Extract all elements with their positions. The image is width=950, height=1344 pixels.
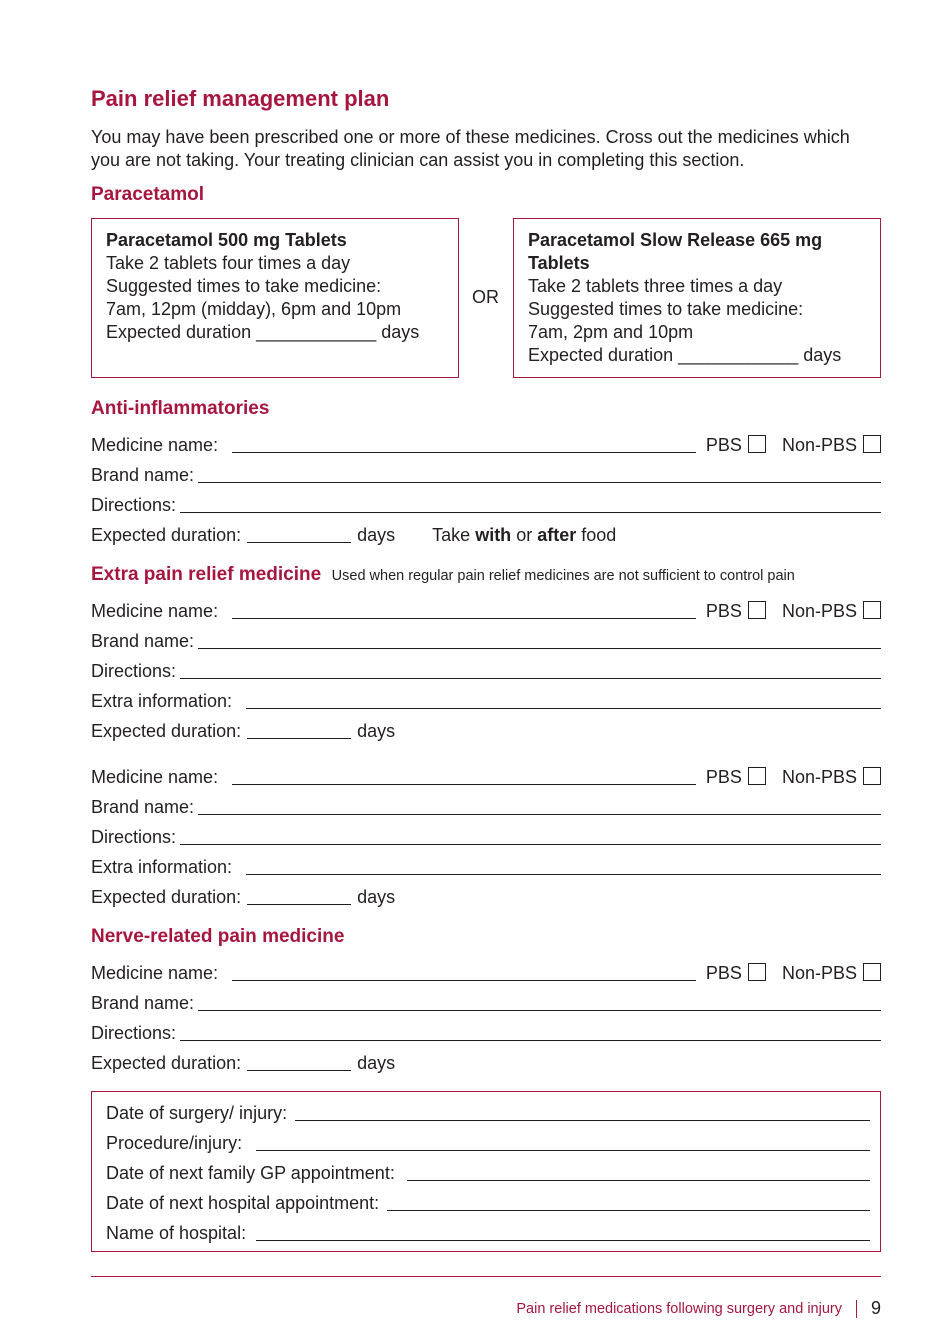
medicine-name-label: Medicine name:: [91, 601, 219, 621]
medicine-name-field[interactable]: [232, 598, 696, 619]
hospital-appointment-label: Date of next hospital appointment:: [106, 1193, 380, 1213]
non-pbs-checkbox[interactable]: [863, 435, 881, 453]
footer-text: Pain relief medications following surgery and injury: [516, 1300, 842, 1317]
directions-field[interactable]: [180, 658, 881, 679]
hospital-appointment-field[interactable]: [387, 1190, 870, 1211]
non-pbs-label: Non-PBS: [781, 435, 857, 455]
extra-pain-header: [91, 564, 795, 586]
medicine-name-label: Medicine name:: [91, 767, 219, 787]
extra1-duration-row: [91, 718, 395, 742]
expected-duration-label: Expected duration:: [91, 887, 242, 907]
expected-duration-label: Expected duration:: [91, 525, 242, 545]
pbs-checkbox[interactable]: [748, 435, 766, 453]
brand-name-label: Brand name:: [91, 631, 195, 651]
extra2-info-row: [91, 854, 881, 878]
procedure-field[interactable]: [256, 1130, 870, 1151]
expected-duration-field[interactable]: [247, 1050, 351, 1071]
medicine-name-field[interactable]: [232, 432, 696, 453]
directions-field[interactable]: [180, 824, 881, 845]
anti-medicine-name-row: [91, 432, 881, 456]
option-1-times: 7am, 12pm (midday), 6pm and 10pm: [106, 299, 402, 319]
paracetamol-option-1: [91, 218, 459, 378]
expected-duration-label: Expected duration:: [91, 721, 242, 741]
expected-duration-field[interactable]: [247, 884, 351, 905]
pbs-checkbox[interactable]: [748, 767, 766, 785]
extra-information-label: Extra information:: [91, 691, 233, 711]
medicine-name-field[interactable]: [232, 764, 696, 785]
brand-name-field[interactable]: [198, 462, 881, 483]
brand-name-field[interactable]: [198, 628, 881, 649]
brand-name-field[interactable]: [198, 990, 881, 1011]
brand-name-label: Brand name:: [91, 993, 195, 1013]
nerve-directions-row: [91, 1020, 881, 1044]
gp-appointment-field[interactable]: [407, 1160, 870, 1181]
nerve-heading: Nerve-related pain medicine: [91, 926, 345, 947]
anti-inflammatories-heading: Anti-inflammatories: [91, 398, 270, 419]
option-1-times-label: Suggested times to take medicine:: [106, 276, 382, 296]
or-label: OR: [472, 287, 499, 307]
extra-information-label: Extra information:: [91, 857, 233, 877]
medicine-name-field[interactable]: [232, 960, 696, 981]
page-title: Pain relief management plan: [91, 86, 390, 111]
directions-label: Directions:: [91, 827, 177, 847]
option-2-times-label: Suggested times to take medicine:: [528, 299, 804, 319]
extra2-brand-row: [91, 794, 881, 818]
nerve-duration-row: [91, 1050, 395, 1074]
non-pbs-checkbox[interactable]: [863, 767, 881, 785]
page-number: 9: [870, 1298, 881, 1318]
paracetamol-option-2: [513, 218, 881, 378]
pbs-label: PBS: [705, 435, 742, 455]
days-label: days: [357, 887, 396, 907]
pbs-label: PBS: [705, 767, 742, 787]
non-pbs-label: Non-PBS: [781, 963, 857, 983]
nerve-medicine-name-row: [91, 960, 881, 984]
option-2-title: Paracetamol Slow Release 665 mg Tablets: [528, 230, 823, 273]
option-2-times: 7am, 2pm and 10pm: [528, 322, 694, 342]
brand-name-field[interactable]: [198, 794, 881, 815]
directions-label: Directions:: [91, 661, 177, 681]
expected-duration-field[interactable]: [247, 718, 351, 739]
expected-duration-label: Expected duration:: [91, 1053, 242, 1073]
hospital-name-label: Name of hospital:: [106, 1223, 247, 1243]
days-label: days: [357, 721, 396, 741]
option-2-dose: Take 2 tablets three times a day: [528, 276, 783, 296]
nerve-brand-row: [91, 990, 881, 1014]
directions-label: Directions:: [91, 1023, 177, 1043]
anti-brand-name-row: [91, 462, 881, 486]
footer: [516, 1298, 881, 1319]
food-instruction: Take with or after food: [432, 525, 617, 545]
extra-pain-note: Used when regular pain relief medicines are not sufficient to control pain: [331, 568, 795, 584]
extra-pain-heading: Extra pain relief medicine: [91, 564, 322, 585]
extra-information-field[interactable]: [246, 688, 881, 709]
footer-separator: [856, 1300, 857, 1318]
date-of-surgery-label: Date of surgery/ injury:: [106, 1103, 288, 1123]
extra1-brand-row: [91, 628, 881, 652]
anti-directions-row: [91, 492, 881, 516]
pbs-checkbox[interactable]: [748, 963, 766, 981]
paracetamol-heading: Paracetamol: [91, 184, 205, 205]
hospital-name-field[interactable]: [256, 1220, 870, 1241]
days-label: days: [357, 525, 396, 545]
extra2-directions-row: [91, 824, 881, 848]
extra2-medicine-name-row: [91, 764, 881, 788]
pbs-label: PBS: [705, 601, 742, 621]
option-1-title: Paracetamol 500 mg Tablets: [106, 230, 347, 250]
gp-appointment-label: Date of next family GP appointment:: [106, 1163, 395, 1183]
non-pbs-label: Non-PBS: [781, 601, 857, 621]
expected-duration-field[interactable]: [247, 522, 351, 543]
directions-field[interactable]: [180, 1020, 881, 1041]
pbs-label: PBS: [705, 963, 742, 983]
option-2-duration[interactable]: Expected duration ____________ days: [528, 345, 842, 365]
date-of-surgery-row: [106, 1100, 870, 1124]
brand-name-label: Brand name:: [91, 797, 195, 817]
brand-name-label: Brand name:: [91, 465, 195, 485]
non-pbs-checkbox[interactable]: [863, 601, 881, 619]
medicine-name-label: Medicine name:: [91, 435, 219, 455]
non-pbs-label: Non-PBS: [781, 767, 857, 787]
option-1-duration[interactable]: Expected duration ____________ days: [106, 322, 420, 342]
anti-duration-row: [91, 522, 616, 546]
extra1-medicine-name-row: [91, 598, 881, 622]
hospital-name-row: [106, 1220, 870, 1244]
option-1-dose: Take 2 tablets four times a day: [106, 253, 351, 273]
pbs-checkbox[interactable]: [748, 601, 766, 619]
extra2-duration-row: [91, 884, 395, 908]
footer-divider: [91, 1276, 881, 1277]
appointments-box: [91, 1091, 881, 1252]
medicine-name-label: Medicine name:: [91, 963, 219, 983]
extra1-directions-row: [91, 658, 881, 682]
directions-field[interactable]: [180, 492, 881, 513]
days-label: days: [357, 1053, 396, 1073]
extra1-info-row: [91, 688, 881, 712]
intro-text: You may have been prescribed one or more of these medicines. Cross out the medicines which you are not taking. Your treating clinician can assist you in completing this section.: [91, 127, 850, 170]
gp-appointment-row: [106, 1160, 870, 1184]
non-pbs-checkbox[interactable]: [863, 963, 881, 981]
date-of-surgery-field[interactable]: [295, 1100, 870, 1121]
hospital-appointment-row: [106, 1190, 870, 1214]
procedure-label: Procedure/injury:: [106, 1133, 243, 1153]
extra-information-field[interactable]: [246, 854, 881, 875]
procedure-row: [106, 1130, 870, 1154]
directions-label: Directions:: [91, 495, 177, 515]
